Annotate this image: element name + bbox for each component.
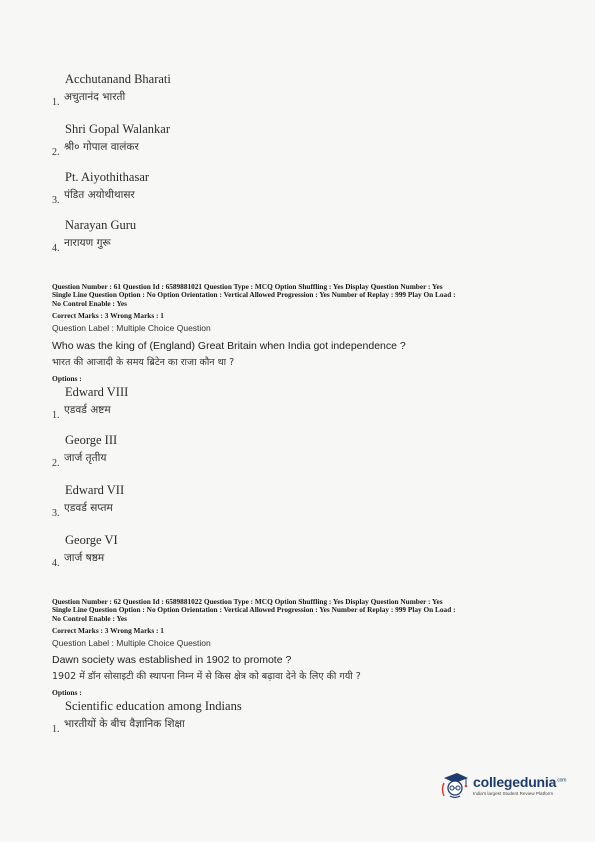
- q62-question-text-en: Dawn society was established in 1902 to promote ?: [52, 654, 292, 666]
- option-number: 3.: [52, 195, 60, 206]
- option-text-en: Scientific education among Indians: [65, 699, 242, 713]
- q61-meta-line-3: No Control Enable : Yes: [52, 298, 127, 308]
- q61-options-label: Options :: [52, 374, 82, 383]
- option-number: 4.: [52, 243, 60, 254]
- option-number: 1.: [52, 97, 60, 108]
- option-number: 2.: [52, 147, 60, 158]
- option-text-hi: जार्ज तृतीय: [64, 452, 107, 464]
- q61-question-label: Question Label : Multiple Choice Question: [52, 323, 211, 333]
- q60-option-2[interactable]: [52, 122, 170, 158]
- q62-options-label: Options :: [52, 688, 82, 697]
- option-text-hi: एडवर्ड सप्तम: [64, 502, 113, 514]
- q61-option-4[interactable]: [52, 533, 118, 569]
- q62-meta-line-1: Question Number : 62 Question Id : 6589881022 Question Type : MCQ Option Shuffling : Yes Display Question Number : Yes: [52, 597, 443, 606]
- q61-meta-line-1: Question Number : 61 Question Id : 6589881021 Question Type : MCQ Option Shuffling : Yes Display Question Number : Yes: [52, 282, 443, 291]
- q61-question-text-hi: भारत की आजादी के समय ब्रिटेन का राजा कौन था ?: [52, 357, 235, 368]
- q61-meta-line-2: Single Line Question Option : No Option Orientation : Vertical Allowed Progression : Yes Number of Replay : 999 Play On Load :: [52, 290, 456, 300]
- option-text-en: Edward VII: [65, 483, 125, 497]
- option-number: 4.: [52, 558, 60, 569]
- q60-option-3[interactable]: [52, 170, 150, 206]
- q62-marks: Correct Marks : 3 Wrong Marks : 1: [52, 626, 164, 635]
- option-text-en: Narayan Guru: [65, 218, 137, 232]
- q61-marks: Correct Marks : 3 Wrong Marks : 1: [52, 311, 164, 320]
- graduate-mascot-icon: [438, 769, 470, 801]
- option-text-hi: भारतीयों के बीच वैज्ञानिक शिक्षा: [64, 718, 185, 730]
- option-text-en: George III: [65, 433, 118, 447]
- q61-question-text-en: Who was the king of (England) Great Britain when India got independence ?: [52, 340, 406, 352]
- option-text-hi: नारायण गुरू: [64, 237, 111, 249]
- q61-option-2[interactable]: [52, 433, 118, 469]
- q62-meta-line-2: Single Line Question Option : No Option Orientation : Vertical Allowed Progression : Yes Number of Replay : 999 Play On Load :: [52, 605, 456, 615]
- option-text-en: Shri Gopal Walankar: [65, 122, 170, 136]
- q61-option-3[interactable]: [52, 483, 125, 519]
- q61-option-1[interactable]: [52, 385, 129, 421]
- logo-tagline: India's largest Student Review Platform: [473, 791, 554, 796]
- q60-option-4[interactable]: [52, 218, 137, 254]
- option-text-en: Acchutanand Bharati: [65, 72, 171, 86]
- option-text-en: Pt. Aiyothithasar: [65, 170, 150, 184]
- logo-wordmark: collegedunia$^{.com}$: [473, 774, 567, 790]
- q62-metadata: [52, 598, 552, 623]
- option-number: 1.: [52, 410, 60, 421]
- option-number: 2.: [52, 458, 60, 469]
- option-text-hi: श्री० गोपाल वालंकर: [64, 141, 139, 153]
- option-text-en: George VI: [65, 533, 118, 547]
- q62-question-label: Question Label : Multiple Choice Question: [52, 638, 211, 648]
- option-text-hi: जार्ज षष्ठम: [64, 552, 105, 564]
- q62-meta-line-3: No Control Enable : Yes: [52, 613, 127, 623]
- option-text-hi: एडवर्ड अष्टम: [64, 404, 111, 416]
- option-text-hi: पंडित अयोथीथासर: [64, 189, 135, 201]
- option-number: 1.: [52, 724, 60, 735]
- q60-option-1[interactable]: [52, 72, 171, 108]
- q62-option-1[interactable]: [52, 699, 242, 735]
- option-number: 3.: [52, 508, 60, 519]
- q62-question-text-hi: 1902 में डॉन सोसाइटी की स्थापना निम्न में से किस क्षेत्र को बढ़ावा देने के लिए की गयी ?: [52, 671, 361, 682]
- option-text-en: Edward VIII: [65, 385, 129, 399]
- q61-metadata: [52, 283, 552, 308]
- option-text-hi: अचुतानंद भारती: [64, 91, 126, 103]
- collegedunia-logo: [438, 765, 578, 805]
